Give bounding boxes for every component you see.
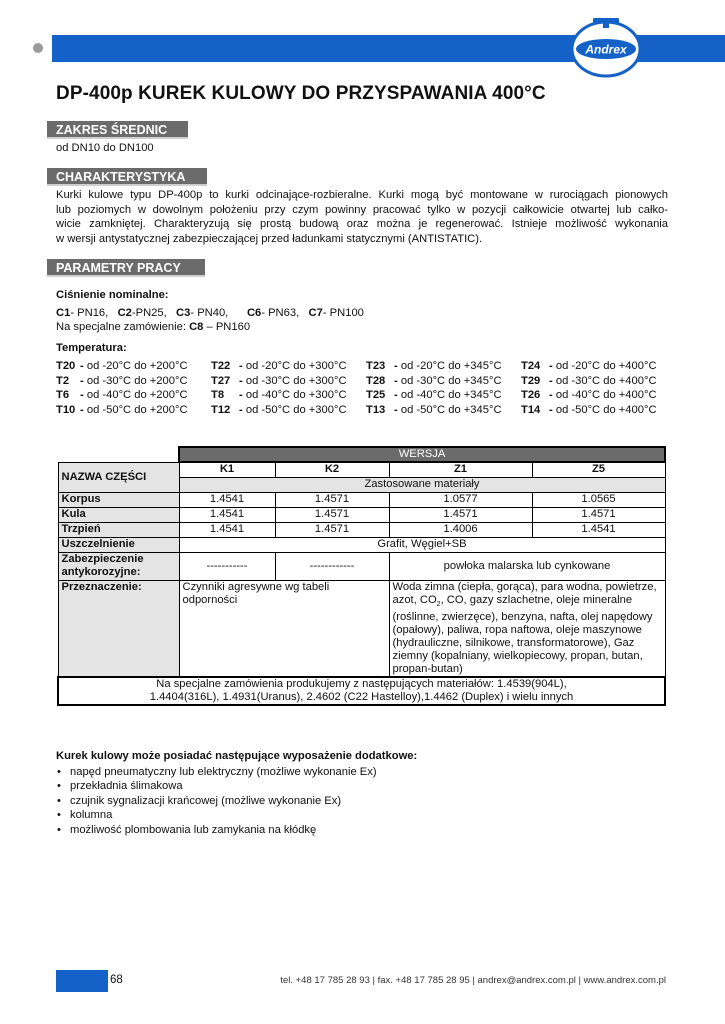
list-item: • kolumna bbox=[56, 808, 417, 823]
list-item: • przekładnia ślimakowa bbox=[56, 779, 417, 794]
row-name: Przeznaczenie: bbox=[58, 580, 179, 677]
section-parametry: PARAMETRY PRACY bbox=[47, 259, 205, 277]
temperature-cell: T20 - od -20°C do +200°C bbox=[56, 360, 188, 373]
temperature-cell: T26 - od -40°C do +400°C bbox=[521, 389, 657, 402]
cell: 1.4541 bbox=[179, 522, 275, 537]
temperature-cell: T6 - od -40°C do +200°C bbox=[56, 389, 188, 402]
zakres-text: od DN10 do DN100 bbox=[56, 142, 154, 154]
temperature-cell: T10 - od -50°C do +200°C bbox=[56, 404, 188, 417]
cell: powłoka malarska lub cynkowane bbox=[389, 552, 665, 580]
temperature-cell: T23 - od -20°C do +345°C bbox=[366, 360, 502, 373]
cell: 1.0565 bbox=[532, 492, 665, 507]
cell: 1.4571 bbox=[532, 507, 665, 522]
section-charakterystyka: CHARAKTERYSTYKA bbox=[47, 168, 207, 186]
cell: 1.4006 bbox=[389, 522, 532, 537]
row-name: Korpus bbox=[58, 492, 179, 507]
cell: 1.4571 bbox=[389, 507, 532, 522]
charakterystyka-text: Kurki kulowe typu DP-400p to kurki odcinające-rozbieralne. Kurki mogą być montowane w rurociągach pionowych lub poziomych w dowolnym położeniu przy czym powinny pracować tylko w pozycji całkowicie otwartej lub całko- wicie zamkniętej. Charakteryzują się prostą budową oraz można je regenerować. Istnieje możliwość wykonania w wersji antystatycznej zabezpieczającej przed ładunkami statycznymi (ANTISTATIC). bbox=[56, 189, 668, 245]
header-z5: Z5 bbox=[532, 462, 665, 477]
special-pressure: Na specjalne zamówienie: C8 – PN160 bbox=[56, 321, 251, 333]
pressure-line: C1- PN16, C2-PN25, C3- PN40, C6- PN63, C7- PN100 bbox=[56, 307, 364, 319]
temperature-title: Temperatura: bbox=[56, 342, 127, 354]
header-z1: Z1 bbox=[389, 462, 532, 477]
row-name: Kula bbox=[58, 507, 179, 522]
svg-text:Andrex: Andrex bbox=[585, 42, 627, 57]
list-item: • czujnik sygnalizacji krańcowej (możliwe wykonanie Ex) bbox=[56, 794, 417, 809]
materials-table bbox=[57, 446, 666, 706]
purpose-k: Czynniki agresywne wg tabeli odporności bbox=[179, 580, 389, 677]
cell: 1.4541 bbox=[179, 507, 275, 522]
row-name: Uszczelnienie bbox=[58, 537, 179, 552]
cell: 1.4571 bbox=[275, 522, 389, 537]
page-number: 68 bbox=[110, 974, 123, 986]
equipment-title: Kurek kulowy może posiadać następujące wyposażenie dodatkowe: bbox=[56, 750, 418, 762]
footer-contact: tel. +48 17 785 28 93 | fax. +48 17 785 28 95 | andrex@andrex.com.pl | www.andrex.com.pl bbox=[280, 975, 666, 986]
temperature-cell: T13 - od -50°C do +345°C bbox=[366, 404, 502, 417]
cell: 1.0577 bbox=[389, 492, 532, 507]
temperature-cell: T12 - od -50°C do +300°C bbox=[211, 404, 347, 417]
temperature-cell: T27 - od -30°C do +300°C bbox=[211, 374, 347, 387]
header-k1: K1 bbox=[179, 462, 275, 477]
header-k2: K2 bbox=[275, 462, 389, 477]
list-item: • napęd pneumatyczny lub elektryczny (możliwe wykonanie Ex) bbox=[56, 765, 417, 780]
header-dot bbox=[33, 43, 43, 53]
purpose-z: Woda zimna (ciepła, gorąca), para wodna, powietrze, azot, $CO_2$, CO, gazy szlachetne, oleje mineralne (roślinne, zwierzęce), benzyna, nafta, olej napędowy (opałowy), paliwa, ropa naftowa, oleje maszynowe (hydrauliczne, silnikowe, transformatorowe), Gaz ziemny (kopalniany, wielkopiecowy, propan, butan, propan-butan) bbox=[389, 580, 665, 677]
row-name: Trzpień bbox=[58, 522, 179, 537]
temperature-cell: T29 - od -30°C do +400°C bbox=[521, 374, 657, 387]
seal-value: Grafit, Węgiel+SB bbox=[179, 537, 665, 552]
cell: 1.4571 bbox=[275, 507, 389, 522]
temperature-cell: T22 - od -20°C do +300°C bbox=[211, 360, 347, 373]
section-zakres: ZAKRES ŚREDNIC bbox=[47, 121, 188, 139]
list-item: • możliwość plombowania lub zamykania na kłódkę bbox=[56, 823, 417, 838]
andrex-logo bbox=[566, 16, 644, 78]
cell: 1.4541 bbox=[532, 522, 665, 537]
cell: ------------ bbox=[275, 552, 389, 580]
temperature-cell: T14 - od -50°C do +400°C bbox=[521, 404, 657, 417]
temperature-cell: T25 - od -40°C do +345°C bbox=[366, 389, 502, 402]
materials-label: Zastosowane materiały bbox=[179, 477, 665, 492]
header-nazwa: NAZWA CZĘŚCI bbox=[58, 462, 179, 492]
temperature-cell: T28 - od -30°C do +345°C bbox=[366, 374, 502, 387]
cell: ----------- bbox=[179, 552, 275, 580]
cell: 1.4541 bbox=[179, 492, 275, 507]
footer-bar bbox=[56, 970, 108, 992]
header-wersja: WERSJA bbox=[179, 447, 665, 462]
temperature-cell: T2 - od -30°C do +200°C bbox=[56, 374, 188, 387]
cell: 1.4571 bbox=[275, 492, 389, 507]
pressure-title: Ciśnienie nominalne: bbox=[56, 289, 169, 301]
equipment-list bbox=[56, 749, 417, 838]
table-footer: Na specjalne zamówienia produkujemy z następujących materiałów: 1.4539(904L), 1.4404(316L), 1.4931(Uranus), 2.4602 (C22 Hastelloy),1.4462 (Duplex) i wielu innych bbox=[58, 677, 665, 705]
temperature-cell: T8 - od -40°C do +300°C bbox=[211, 389, 347, 402]
temperature-cell: T24 - od -20°C do +400°C bbox=[521, 360, 657, 373]
temperature-table bbox=[56, 359, 671, 417]
row-name: Zabezpieczenie antykorozyjne: bbox=[58, 552, 179, 580]
page-title: DP-400p KUREK KULOWY DO PRZYSPAWANIA 400°C bbox=[56, 83, 546, 104]
